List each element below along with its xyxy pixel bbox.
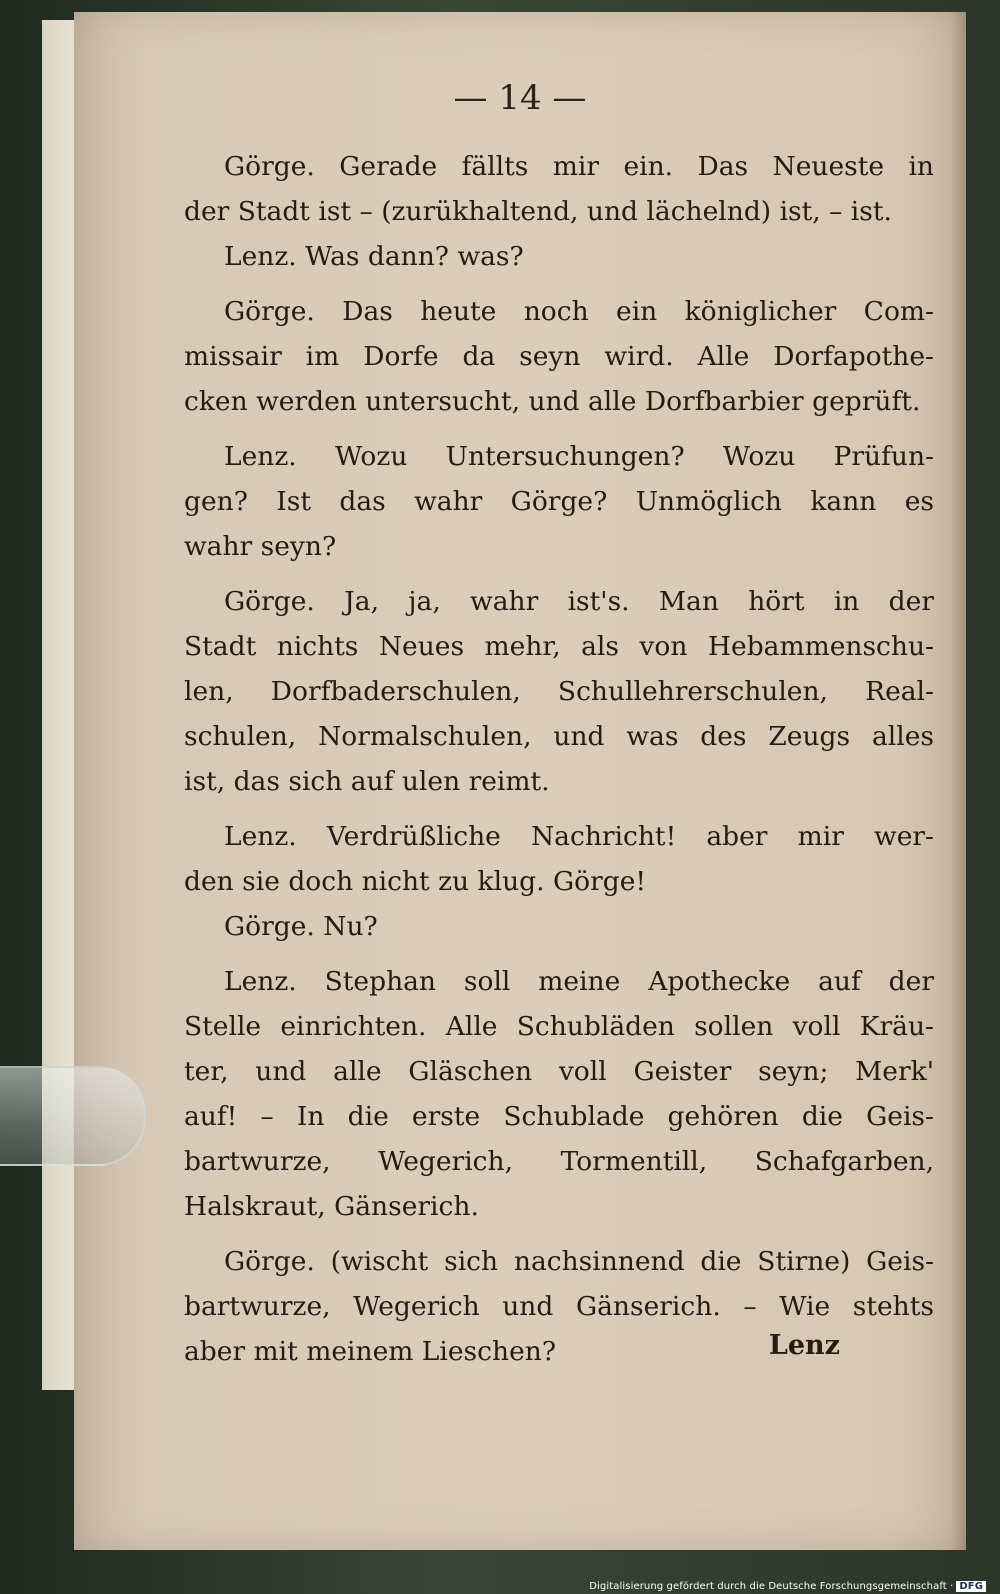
text-line: auf! – In die erste Schublade gehören die Geis- [184, 1101, 934, 1132]
text-line: len, Dorfbaderschulen, Schullehrerschulen, Real- [184, 676, 934, 707]
text-line: Halskraut, Gänserich. [184, 1191, 479, 1222]
text-line: wahr seyn? [184, 531, 337, 562]
page-edge-shadow [950, 12, 966, 1550]
text-line: Görge. Nu? [224, 911, 378, 942]
book-page [74, 12, 966, 1550]
text-line: Lenz. Verdrüßliche Nachricht! aber mir wer- [224, 821, 934, 852]
text-line: Stelle einrichten. Alle Schubläden sollen voll Kräu- [184, 1011, 934, 1042]
text-line: Stadt nichts Neues mehr, als von Hebammenschu- [184, 631, 934, 662]
text-line: schulen, Normalschulen, und was des Zeugs alles [184, 721, 934, 752]
dfg-logo: DFG [956, 1581, 986, 1592]
text-line: Görge. Gerade fällts mir ein. Das Neueste in [224, 151, 934, 182]
text-line: den sie doch nicht zu klug. Görge! [184, 866, 647, 897]
text-line: cken werden untersucht, und alle Dorfbarbier geprüft. [184, 386, 921, 417]
text-line: der Stadt ist – (zurükhaltend, und lächelnd) ist, – ist. [184, 196, 892, 227]
text-line: Görge. Das heute noch ein königlicher Com- [224, 296, 934, 327]
text-line: aber mit meinem Lieschen? [184, 1336, 557, 1367]
text-line: Lenz. Was dann? was? [224, 241, 524, 272]
text-line: Lenz. Wozu Untersuchungen? Wozu Prüfun- [224, 441, 934, 472]
catchword: Lenz [768, 1330, 840, 1361]
page-number: — 14 — [453, 78, 587, 118]
text-line: bartwurze, Wegerich und Gänserich. – Wie stehts [184, 1291, 934, 1322]
text-line: missair im Dorfe da seyn wird. Alle Dorfapothe- [184, 341, 934, 372]
text-line: Görge. Ja, ja, wahr ist's. Man hört in der [224, 586, 934, 617]
text-line: Lenz. Stephan soll meine Apothecke auf der [224, 966, 934, 997]
page-text [184, 144, 934, 1374]
text-line: Görge. (wischt sich nachsinnend die Stirne) Geis- [224, 1246, 934, 1277]
text-line: ter, und alle Gläschen voll Geister seyn; Merk' [184, 1056, 934, 1087]
text-line: bartwurze, Wegerich, Tormentill, Schafgarben, [184, 1146, 934, 1177]
text-line: gen? Ist das wahr Görge? Unmöglich kann es [184, 486, 934, 517]
text-line: ist, das sich auf ulen reimt. [184, 766, 550, 797]
credit-text: Digitalisierung gefördert durch die Deutsche Forschungsgemeinschaft · [589, 1581, 954, 1592]
page-clip-holder [0, 1066, 146, 1166]
digitization-credit [589, 1581, 986, 1592]
